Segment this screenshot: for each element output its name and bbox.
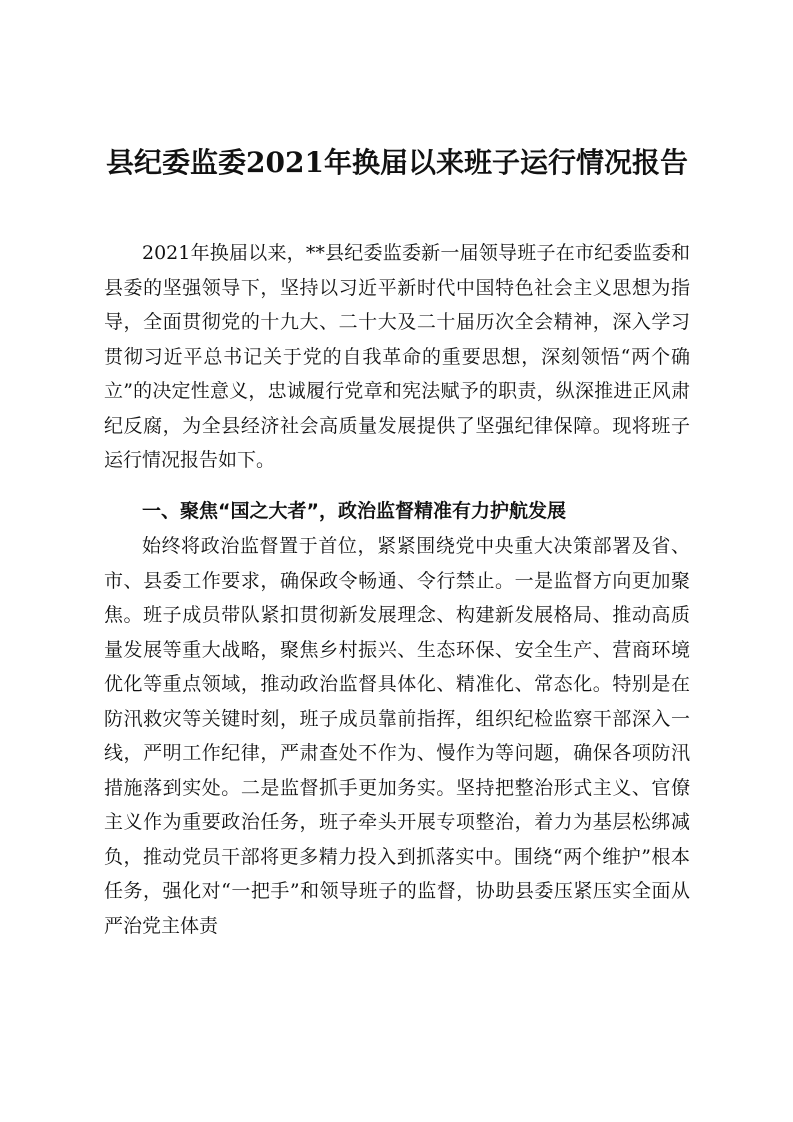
section-1-paragraph: 始终将政治监督置于首位，紧紧围绕党中央重大决策部署及省、市、县委工作要求，确保政令畅通、令行禁止。一是监督方向更加聚焦。班子成员带队紧扣贯彻新发展理念、构建新发展格局、推动高质量发展等重大战略，聚焦乡村振兴、生态环保、安全生产、营商环境优化等重点领域，推动政治监督具体化、精准化、常态化。特别是在防汛救灾等关键时刻，班子成员靠前指挥，组织纪检监察干部深入一线，严明工作纪律，严肃查处不作为、慢作为等问题，确保各项防汛措施落到实处。二是监督抓手更加务实。坚持把整治形式主义、官僚主义作为重要政治任务，班子牵头开展专项整治，着力为基层松绑减负，推动党员干部将更多精力投入到抓落实中。围绕“两个维护”根本任务，强化对“一把手”和领导班子的监督，协助县委压紧压实全面从严治党主体责 bbox=[104, 535, 690, 937]
section-heading-1: 一、聚焦“国之大者”，政治监督精准有力护航发展 bbox=[142, 500, 566, 522]
intro-paragraph: 2021年换届以来，**县纪委监委新一届领导班子在市纪委监委和县委的坚强领导下，坚持以习近平新时代中国特色社会主义思想为指导，全面贯彻党的十九大、二十大及二十届历次全会精神，深入学习贯彻习近平总书记关于党的自我革命的重要思想，深刻领悟“两个确立”的决定性意义，忠诚履行党章和宪法赋予的职责，纵深推进正风肃纪反腐，为全县经济社会高质量发展提供了坚强纪律保障。现将班子运行情况报告如下。 bbox=[104, 242, 690, 471]
document-title: 县纪委监委2021年换届以来班子运行情况报告 bbox=[106, 146, 688, 179]
